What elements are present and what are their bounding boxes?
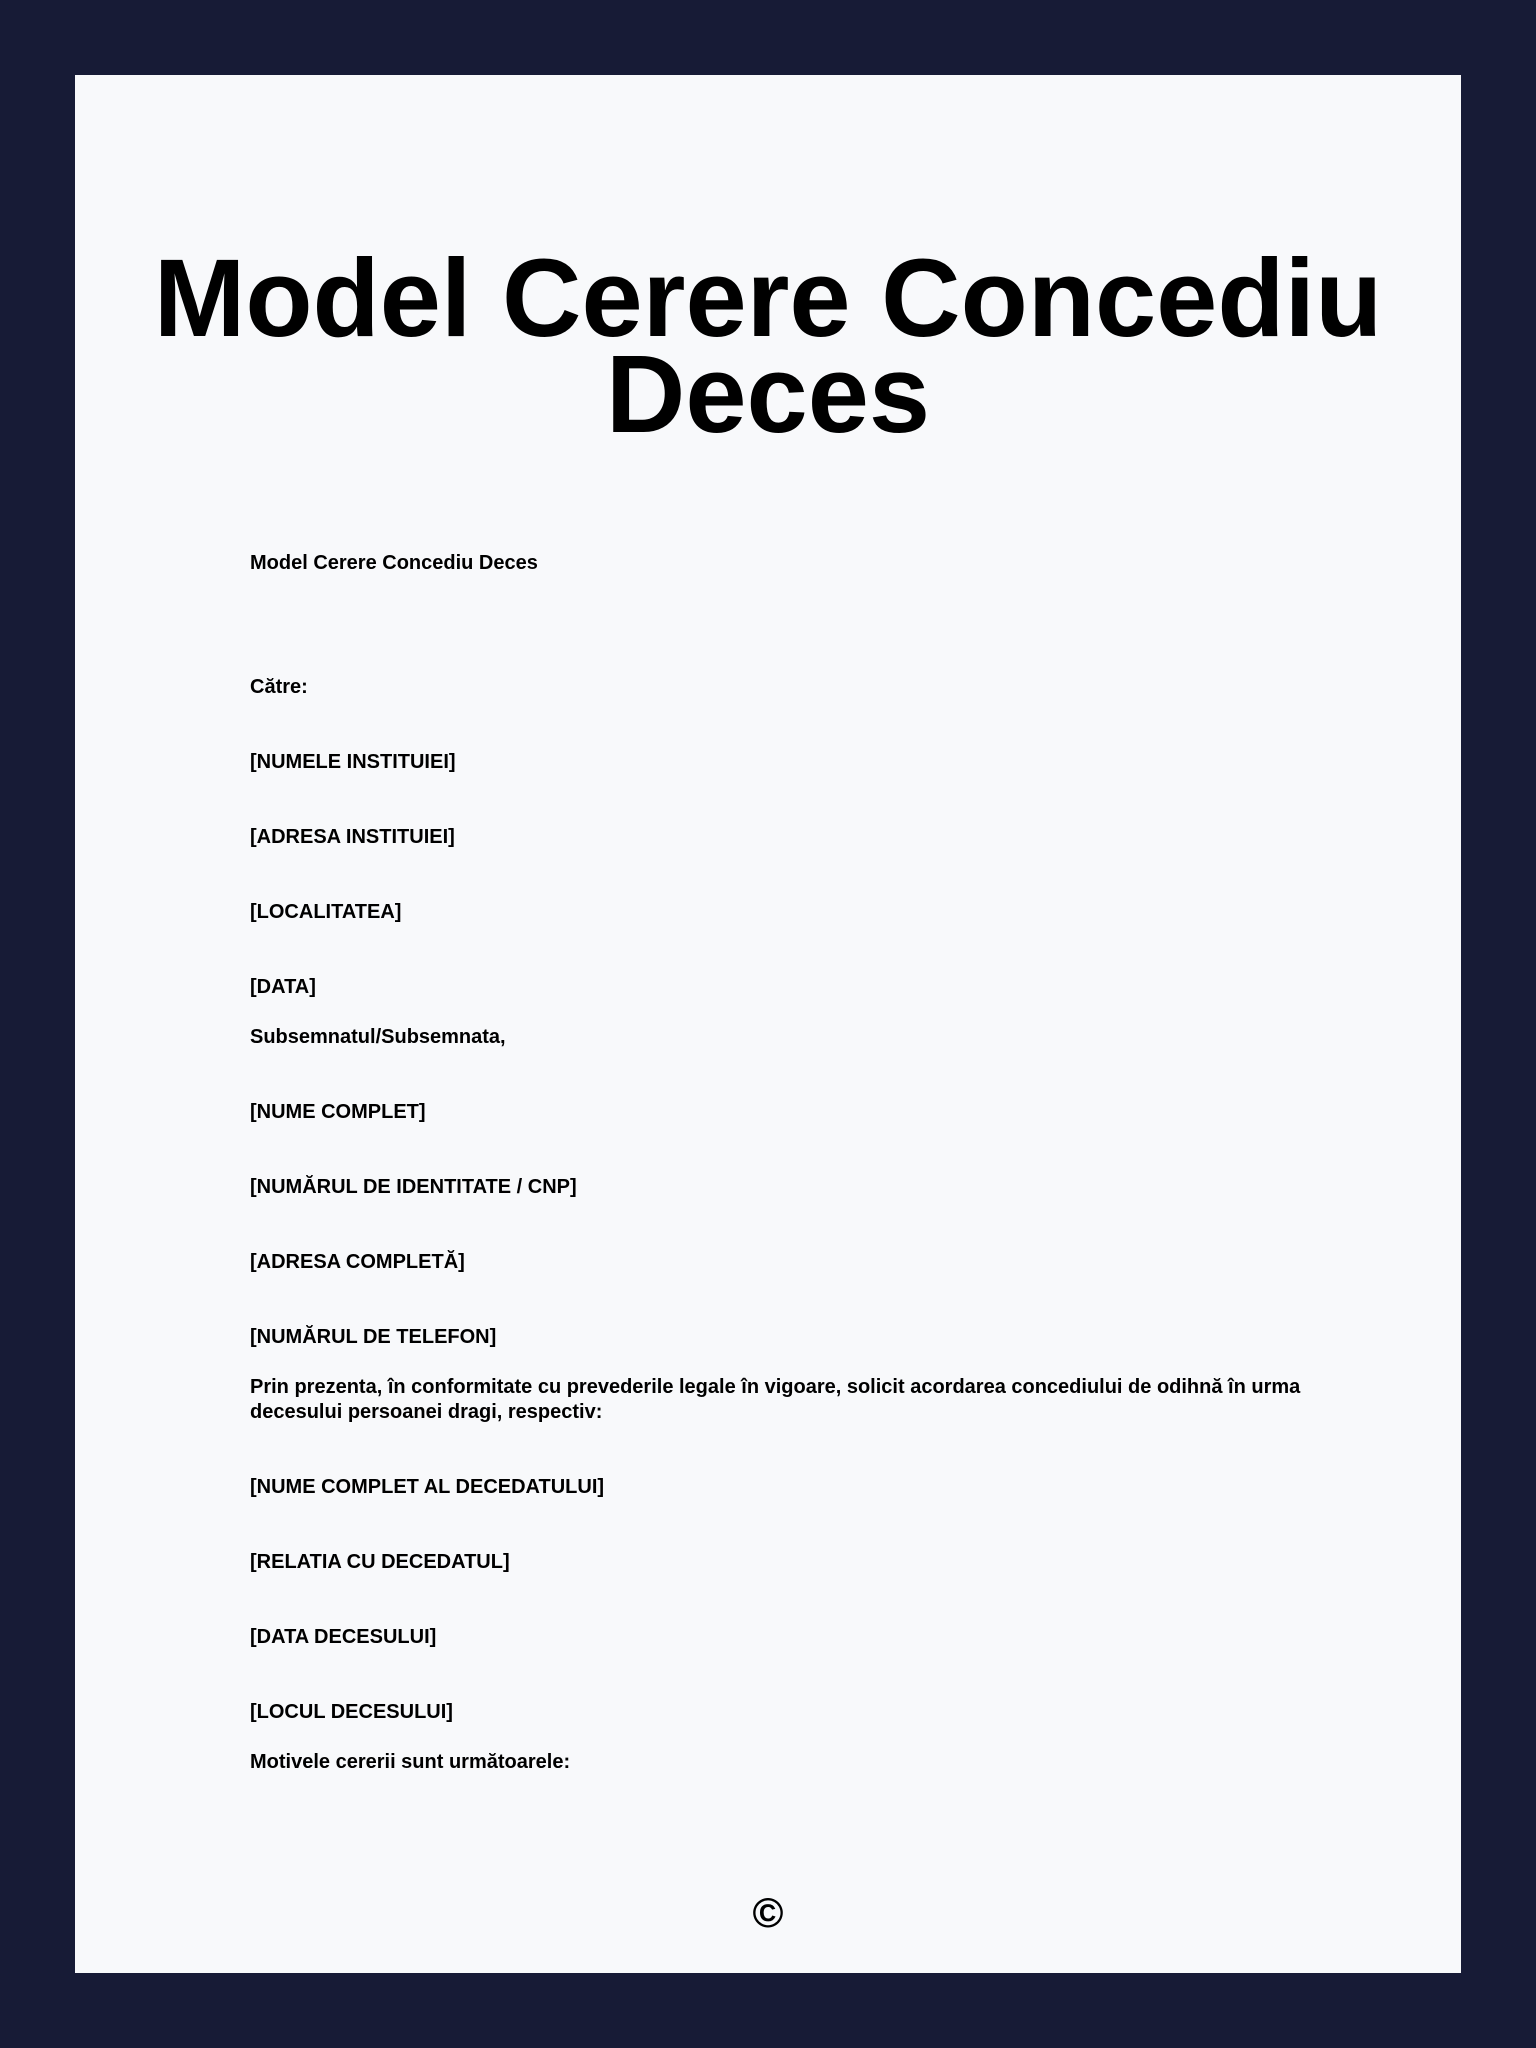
date-placeholder: [DATA] bbox=[250, 976, 316, 998]
death-date-placeholder: [DATA DECESULUI] bbox=[250, 1626, 437, 1648]
document-page bbox=[75, 75, 1461, 1973]
page-title: Model Cerere Concediu Deces bbox=[153, 237, 1383, 456]
copyright-icon: © bbox=[752, 1889, 784, 1936]
death-place-placeholder: [LOCUL DECESULUI] bbox=[250, 1701, 453, 1723]
reasons-label: Motivele cererii sunt următoarele: bbox=[250, 1751, 571, 1773]
document-subtitle: Model Cerere Concediu Deces bbox=[250, 552, 538, 574]
undersigned-label: Subsemnatul/Subsemnata, bbox=[250, 1026, 506, 1048]
request-paragraph: Prin prezenta, în conformitate cu prevederile legale în vigoare, solicit acordarea concediului de odihnă în urma decesului persoanei dragi, respectiv: bbox=[250, 1376, 1301, 1423]
phone-number-placeholder: [NUMĂRUL DE TELEFON] bbox=[250, 1326, 497, 1348]
recipient-label: Către: bbox=[250, 676, 308, 698]
institution-name-placeholder: [NUMELE INSTITUIEI] bbox=[250, 751, 456, 773]
locality-placeholder: [LOCALITATEA] bbox=[250, 901, 402, 923]
full-name-placeholder: [NUME COMPLET] bbox=[250, 1101, 426, 1123]
institution-address-placeholder: [ADRESA INSTITUIEI] bbox=[250, 826, 455, 848]
full-address-placeholder: [ADRESA COMPLETĂ] bbox=[250, 1251, 465, 1273]
deceased-name-placeholder: [NUME COMPLET AL DECEDATULUI] bbox=[250, 1476, 605, 1498]
identity-number-placeholder: [NUMĂRUL DE IDENTITATE / CNP] bbox=[250, 1176, 577, 1198]
relationship-placeholder: [RELATIA CU DECEDATUL] bbox=[250, 1551, 510, 1573]
